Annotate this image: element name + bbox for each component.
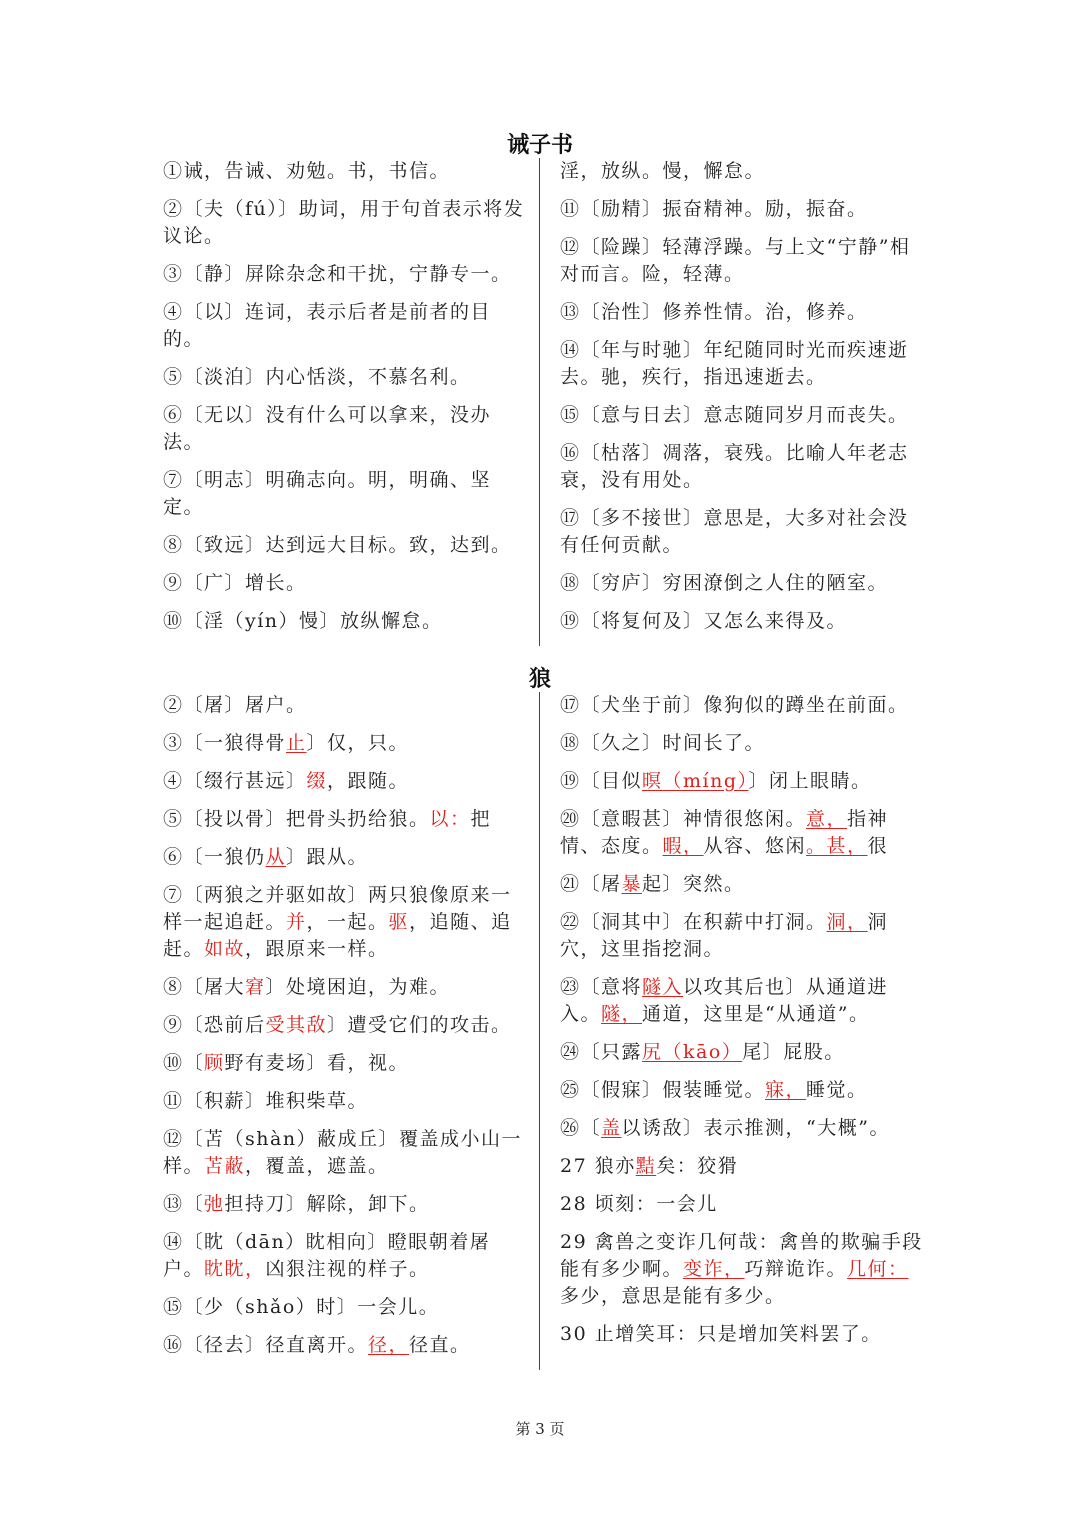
annotation-text: ⑲〔目似 (560, 770, 643, 792)
highlighted-term: 暇， (662, 835, 704, 857)
annotation-text: ⑬〔 (163, 1193, 205, 1215)
page-footer: 第 3 页 (515, 1420, 565, 1438)
annotation-text: 〕遭受它们的攻击。 (327, 1014, 512, 1036)
highlighted-term: 变诈， (683, 1258, 745, 1280)
right-column (539, 158, 923, 646)
annotation-text: ⑱〔穷庐〕穷困潦倒之人住的陋室。 (560, 572, 889, 594)
annotation-text: 野有麦场〕看，视。 (224, 1052, 410, 1074)
highlighted-term: 止 (286, 732, 307, 754)
annotation-text: ⑦〔两狼之并驱如故〕两只狼像原来一样一起追赶。 (163, 884, 512, 933)
annotation-text: ，追随、追赶。 (163, 911, 512, 960)
annotation-text: 尾〕屁股。 (742, 1041, 845, 1063)
annotation-entry (163, 1191, 527, 1218)
annotation-entry (163, 844, 527, 871)
annotation-text: ⑮〔少（shǎo）时〕一会儿。 (163, 1296, 440, 1318)
highlighted-term: 几何： (847, 1258, 909, 1280)
annotation-text: ㉔〔只露 (560, 1041, 643, 1063)
left-column (163, 692, 539, 1370)
annotation-entry (163, 261, 527, 288)
annotation-text: 从容、悠闲 (703, 835, 807, 857)
annotation-text: ⑬〔治性〕修养性情。治，修养。 (560, 301, 868, 323)
annotation-text: 矣：狡猾 (656, 1155, 739, 1177)
annotation-entry (560, 692, 923, 719)
highlighted-term: 盖 (601, 1117, 622, 1139)
annotation-entry (163, 974, 527, 1001)
highlighted-term: 顾 (204, 1052, 225, 1074)
annotation-text: 担持刀〕解除，卸下。 (224, 1193, 430, 1215)
highlighted-term: 隧入 (642, 976, 684, 998)
section-body-1 (163, 158, 923, 646)
annotation-text: 28 顷刻：一会儿 (560, 1193, 718, 1215)
annotation-entry (163, 1088, 527, 1115)
annotation-text: 凶狠注视的样子。 (265, 1258, 430, 1280)
annotation-text: 把 (470, 808, 492, 830)
annotation-text: 指神情、态度。 (560, 808, 889, 857)
annotation-text: 睡觉。 (806, 1079, 868, 1101)
annotation-text: ㉓〔意将 (560, 976, 643, 998)
annotation-text: ③〔静〕屏除杂念和干扰，宁静专一。 (163, 263, 512, 285)
annotation-text: ㉖〔 (560, 1117, 602, 1139)
annotation-text: 通道，这里是“从通道”。 (642, 1003, 870, 1025)
annotation-text: ⑩〔淫（yín）慢〕放纵懈怠。 (163, 610, 443, 632)
annotation-text: 以诱敌〕表示推测，“大概”。 (621, 1117, 890, 1139)
annotation-text: ⑭〔眈（dān）眈相向〕瞪眼朝着屠户。 (163, 1231, 491, 1280)
annotation-text: ②〔夫（fú）〕助词，用于句首表示将发议论。 (163, 198, 525, 247)
highlighted-term: 并 (286, 911, 307, 933)
highlighted-term: 暝（míng） (642, 770, 749, 792)
annotation-text: 29 禽兽之变诈几何哉：禽兽的欺骗手段能有多少啊。 (560, 1231, 923, 1280)
highlighted-term: 眈眈， (204, 1258, 266, 1280)
annotation-text: ④〔缀行甚远〕 (163, 770, 307, 792)
annotation-text: ⑥〔一狼仍 (163, 846, 266, 868)
annotation-entry (163, 730, 527, 757)
annotation-text: 很 (867, 835, 889, 857)
highlighted-term: 弛 (204, 1193, 225, 1215)
annotation-text: ⑪〔积薪〕堆积柴草。 (163, 1090, 369, 1112)
left-column (163, 158, 539, 646)
annotation-entry (163, 299, 527, 353)
annotation-entry (560, 1153, 923, 1180)
annotation-text: ③〔一狼得骨 (163, 732, 287, 754)
annotation-text: 巧辩诡诈。 (744, 1258, 848, 1280)
annotation-entry (560, 337, 923, 391)
annotation-text: ⑮〔意与日去〕意志随同岁月而丧失。 (560, 404, 909, 426)
annotation-entry (560, 1077, 923, 1104)
annotation-text: ㉕〔假寐〕假装睡觉。 (560, 1079, 766, 1101)
annotation-entry (163, 1229, 527, 1283)
annotation-entry (163, 1126, 527, 1180)
annotation-text: ⑱〔久之〕时间长了。 (560, 732, 766, 754)
annotation-text: ⑫〔险躁〕轻薄浮躁。与上文“宁静”相对而言。险，轻薄。 (560, 236, 911, 285)
annotation-entry (560, 158, 923, 185)
annotation-text: ⑧〔屠大 (163, 976, 246, 998)
annotation-text: ，跟随。 (327, 770, 410, 792)
annotation-text: ⑨〔恐前后 (163, 1014, 266, 1036)
annotation-entry (163, 1012, 527, 1039)
highlighted-term: 缀 (306, 770, 328, 792)
highlighted-term: 如故 (204, 938, 246, 960)
annotation-text: 〕跟从。 (286, 846, 369, 868)
annotation-text: ⑤〔投以骨〕把骨头扔给狼。 (163, 808, 430, 830)
highlighted-term: 寐， (765, 1079, 807, 1101)
annotation-text: ㉒〔洞其中〕在积薪中打洞。 (560, 911, 827, 933)
annotation-entry (560, 1115, 923, 1142)
highlighted-term: 窘 (245, 976, 266, 998)
annotation-text: ④〔以〕连词，表示后者是前者的目的。 (163, 301, 492, 350)
annotation-entry (560, 505, 923, 559)
annotation-entry (560, 909, 923, 963)
annotation-entry (163, 570, 527, 597)
annotation-entry (560, 974, 923, 1028)
annotation-text: ⑩〔 (163, 1052, 205, 1074)
annotation-entry (560, 768, 923, 795)
annotation-text: 洞穴，这里指挖洞。 (560, 911, 889, 960)
annotation-entry (163, 1332, 527, 1359)
annotation-entry (163, 608, 527, 635)
annotation-text: ，跟原来一样。 (245, 938, 389, 960)
annotation-entry (560, 1321, 923, 1348)
annotation-entry (163, 402, 527, 456)
annotation-entry (560, 608, 923, 635)
highlighted-term: 以： (429, 808, 471, 830)
annotation-entry (163, 1050, 527, 1077)
annotation-text: 起〕突然。 (642, 873, 745, 895)
annotation-entry (560, 730, 923, 757)
annotation-entry (560, 196, 923, 223)
annotation-entry (560, 402, 923, 429)
highlighted-term: 暴 (621, 873, 643, 895)
annotation-text: ㉑〔屠 (560, 873, 622, 895)
annotation-entry (163, 1294, 527, 1321)
highlighted-term: 驱 (388, 911, 410, 933)
section-body-2 (163, 692, 923, 1370)
annotation-entry (560, 1039, 923, 1066)
annotation-text: 多少，意思是能有多少。 (560, 1285, 786, 1307)
annotation-entry (163, 806, 527, 833)
section-title: 狼 (528, 666, 551, 692)
section-title: 诫子书 (506, 132, 573, 158)
annotation-text: ⑰〔多不接世〕意思是，大多对社会没有任何贡献。 (560, 507, 909, 556)
annotation-entry (560, 234, 923, 288)
annotation-text: ⑥〔无以〕没有什么可以拿来，没办法。 (163, 404, 492, 453)
annotation-text: ⑫〔苫（shàn）蔽成丘〕覆盖成小山一样。 (163, 1128, 523, 1177)
annotation-entry (560, 871, 923, 898)
annotation-text: ①诫，告诫、劝勉。书，书信。 (163, 160, 451, 182)
highlighted-term: 受其敌 (265, 1014, 328, 1036)
highlighted-term: 意， (806, 808, 848, 830)
annotation-text: 27 狼亦 (560, 1155, 636, 1177)
annotation-text: ⑪〔励精〕振奋精神。励，振奋。 (560, 198, 868, 220)
annotation-text: 以攻其后也〕从通道进入。 (560, 976, 889, 1025)
annotation-entry (163, 882, 527, 963)
annotation-text: ⑦〔明志〕明确志向。明，明确、坚定。 (163, 469, 492, 518)
annotation-entry (163, 692, 527, 719)
highlighted-term: 洞， (826, 911, 868, 933)
highlighted-term: 从 (265, 846, 287, 868)
annotation-entry (163, 364, 527, 391)
annotation-text: 径直。 (409, 1334, 471, 1356)
right-column (539, 692, 923, 1370)
annotation-text: ⑨〔广〕增长。 (163, 572, 307, 594)
annotation-text: ，一起。 (306, 911, 389, 933)
annotation-text: ⑤〔淡泊〕内心恬淡，不慕名利。 (163, 366, 471, 388)
annotation-entry (560, 1229, 923, 1310)
annotation-text: 〕处境困迫，为难。 (265, 976, 451, 998)
annotation-entry (163, 532, 527, 559)
annotation-text: ⑳〔意暇甚〕神情很悠闲。 (560, 808, 807, 830)
annotation-text: 30 止增笑耳：只是增加笑料罢了。 (560, 1323, 882, 1345)
annotation-text: 〕闭上眼睛。 (748, 770, 872, 792)
annotation-text: ⑰〔犬坐于前〕像狗似的蹲坐在前面。 (560, 694, 909, 716)
annotation-text: ，覆盖，遮盖。 (245, 1155, 389, 1177)
highlighted-term: 黠 (635, 1155, 657, 1177)
annotation-text: ⑲〔将复何及〕又怎么来得及。 (560, 610, 848, 632)
highlighted-term: 。甚， (806, 835, 868, 857)
annotation-entry (163, 196, 527, 250)
annotation-text: 淫，放纵。慢，懈怠。 (560, 160, 766, 182)
annotation-entry (163, 158, 527, 185)
highlighted-term: 苫蔽 (204, 1155, 246, 1177)
highlighted-term: 尻（kāo） (642, 1041, 743, 1063)
annotation-text: ⑭〔年与时驰〕年纪随同时光而疾速逝去。驰，疾行，指迅速逝去。 (560, 339, 909, 388)
annotation-text: 〕仅，只。 (306, 732, 410, 754)
annotation-entry (560, 299, 923, 326)
annotation-text: ⑧〔致远〕达到远大目标。致，达到。 (163, 534, 512, 556)
highlighted-term: 隧， (601, 1003, 643, 1025)
annotation-text: ⑯〔枯落〕凋落，衰残。比喻人年老志衰，没有用处。 (560, 442, 909, 491)
annotation-entry (163, 768, 527, 795)
annotation-entry (560, 806, 923, 860)
annotation-entry (163, 467, 527, 521)
annotation-text: ⑯〔径去〕径直离开。 (163, 1334, 369, 1356)
annotation-entry (560, 440, 923, 494)
highlighted-term: 径， (368, 1334, 410, 1356)
annotation-entry (560, 1191, 923, 1218)
annotation-text: ②〔屠〕屠户。 (163, 694, 307, 716)
annotation-entry (560, 570, 923, 597)
